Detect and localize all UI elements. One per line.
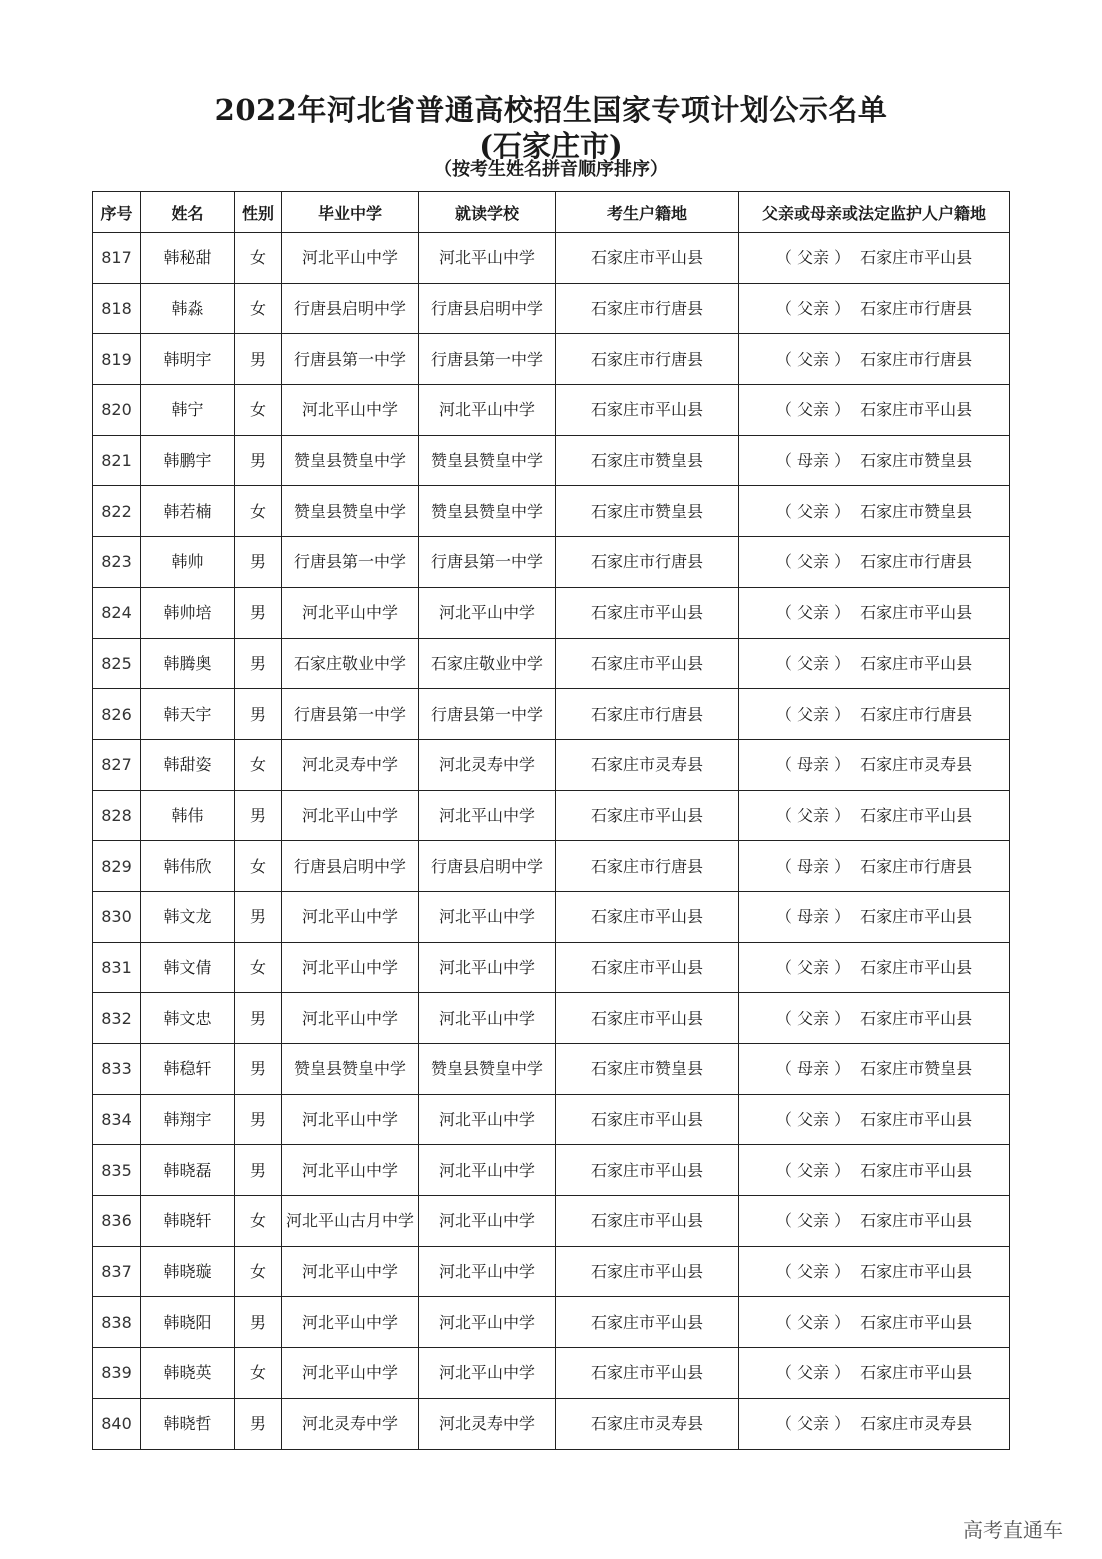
cell-guardian (739, 486, 1010, 537)
table-row (93, 587, 1010, 638)
cell-gender: 男 (235, 1398, 282, 1449)
cell-current-school: 赞皇县赞皇中学 (419, 435, 556, 486)
header-grad-school: 毕业中学 (282, 192, 419, 233)
cell-grad-school: 河北平山古月中学 (282, 1196, 419, 1247)
cell-no: 824 (93, 587, 141, 638)
cell-name: 韩稳轩 (141, 1044, 235, 1095)
guardian-relation: （ 父亲 ） (775, 1312, 851, 1332)
guardian-relation: （ 母亲 ） (775, 1059, 851, 1079)
guardian-relation: （ 父亲 ） (775, 1363, 851, 1383)
guardian-relation: （ 父亲 ） (775, 248, 851, 268)
guardian-relation: （ 父亲 ） (775, 552, 851, 572)
cell-current-school: 河北平山中学 (419, 1145, 556, 1196)
table-row (93, 1246, 1010, 1297)
cell-no: 831 (93, 942, 141, 993)
cell-guardian (739, 1094, 1010, 1145)
guardian-domicile: 石家庄市赞皇县 (860, 501, 973, 521)
cell-current-school: 行唐县启明中学 (419, 283, 556, 334)
table-row (93, 1094, 1010, 1145)
cell-current-school: 河北灵寿中学 (419, 1398, 556, 1449)
cell-gender: 男 (235, 334, 282, 385)
guardian-domicile: 石家庄市赞皇县 (860, 1059, 973, 1079)
guardian-relation: （ 父亲 ） (775, 1262, 851, 1282)
cell-no: 838 (93, 1297, 141, 1348)
cell-no: 826 (93, 689, 141, 740)
cell-guardian (739, 891, 1010, 942)
cell-name: 韩明宇 (141, 334, 235, 385)
cell-gender: 男 (235, 638, 282, 689)
cell-domicile: 石家庄市平山县 (556, 385, 739, 436)
cell-current-school: 河北平山中学 (419, 1246, 556, 1297)
cell-grad-school: 河北平山中学 (282, 790, 419, 841)
cell-domicile: 石家庄市平山县 (556, 1145, 739, 1196)
cell-guardian (739, 790, 1010, 841)
guardian-relation: （ 父亲 ） (775, 1008, 851, 1028)
cell-grad-school: 行唐县第一中学 (282, 334, 419, 385)
guardian-domicile: 石家庄市平山县 (860, 1211, 973, 1231)
table-row (93, 486, 1010, 537)
cell-current-school: 河北平山中学 (419, 233, 556, 284)
cell-name: 韩伟 (141, 790, 235, 841)
cell-gender: 女 (235, 1246, 282, 1297)
watermark-text: 高考直通车 (963, 1518, 1063, 1542)
table-row (93, 435, 1010, 486)
cell-domicile: 石家庄市平山县 (556, 233, 739, 284)
cell-name: 韩宁 (141, 385, 235, 436)
cell-guardian (739, 1196, 1010, 1247)
table-row (93, 790, 1010, 841)
table-row (93, 739, 1010, 790)
cell-name: 韩晓磊 (141, 1145, 235, 1196)
cell-gender: 女 (235, 385, 282, 436)
cell-domicile: 石家庄市行唐县 (556, 841, 739, 892)
cell-guardian (739, 942, 1010, 993)
cell-current-school: 石家庄敬业中学 (419, 638, 556, 689)
guardian-domicile: 石家庄市行唐县 (860, 856, 973, 876)
cell-gender: 男 (235, 1297, 282, 1348)
cell-name: 韩文忠 (141, 993, 235, 1044)
cell-grad-school: 河北平山中学 (282, 1246, 419, 1297)
cell-gender: 男 (235, 689, 282, 740)
cell-no: 832 (93, 993, 141, 1044)
cell-gender: 男 (235, 993, 282, 1044)
cell-grad-school: 行唐县启明中学 (282, 841, 419, 892)
cell-domicile: 石家庄市行唐县 (556, 689, 739, 740)
cell-current-school: 河北平山中学 (419, 942, 556, 993)
cell-grad-school: 河北平山中学 (282, 942, 419, 993)
cell-current-school: 河北平山中学 (419, 891, 556, 942)
cell-grad-school: 赞皇县赞皇中学 (282, 435, 419, 486)
cell-no: 829 (93, 841, 141, 892)
cell-no: 825 (93, 638, 141, 689)
guardian-domicile: 石家庄市平山县 (860, 1363, 973, 1383)
cell-name: 韩淼 (141, 283, 235, 334)
guardian-domicile: 石家庄市平山县 (860, 1160, 973, 1180)
table-row (93, 1398, 1010, 1449)
table-row (93, 233, 1010, 284)
cell-guardian (739, 587, 1010, 638)
cell-no: 821 (93, 435, 141, 486)
cell-domicile: 石家庄市平山县 (556, 891, 739, 942)
cell-domicile: 石家庄市平山县 (556, 1094, 739, 1145)
cell-name: 韩晓轩 (141, 1196, 235, 1247)
cell-gender: 女 (235, 739, 282, 790)
cell-current-school: 河北平山中学 (419, 1348, 556, 1399)
cell-name: 韩甜姿 (141, 739, 235, 790)
cell-current-school: 河北平山中学 (419, 1196, 556, 1247)
cell-no: 834 (93, 1094, 141, 1145)
cell-guardian (739, 334, 1010, 385)
cell-domicile: 石家庄市行唐县 (556, 283, 739, 334)
cell-grad-school: 河北平山中学 (282, 1094, 419, 1145)
cell-domicile: 石家庄市平山县 (556, 587, 739, 638)
cell-gender: 女 (235, 1348, 282, 1399)
guardian-relation: （ 父亲 ） (775, 1160, 851, 1180)
cell-domicile: 石家庄市平山县 (556, 638, 739, 689)
cell-name: 韩晓哲 (141, 1398, 235, 1449)
cell-no: 840 (93, 1398, 141, 1449)
cell-current-school: 河北平山中学 (419, 385, 556, 436)
guardian-relation: （ 母亲 ） (775, 755, 851, 775)
cell-grad-school: 河北平山中学 (282, 385, 419, 436)
guardian-relation: （ 父亲 ） (775, 957, 851, 977)
cell-no: 827 (93, 739, 141, 790)
cell-gender: 女 (235, 283, 282, 334)
table-row (93, 1348, 1010, 1399)
cell-no: 828 (93, 790, 141, 841)
cell-name: 韩鹏宇 (141, 435, 235, 486)
cell-domicile: 石家庄市行唐县 (556, 537, 739, 588)
cell-guardian (739, 1348, 1010, 1399)
cell-domicile: 石家庄市平山县 (556, 942, 739, 993)
cell-grad-school: 赞皇县赞皇中学 (282, 1044, 419, 1095)
cell-no: 819 (93, 334, 141, 385)
cell-no: 818 (93, 283, 141, 334)
cell-domicile: 石家庄市灵寿县 (556, 1398, 739, 1449)
cell-guardian (739, 233, 1010, 284)
cell-no: 833 (93, 1044, 141, 1095)
cell-domicile: 石家庄市行唐县 (556, 334, 739, 385)
cell-current-school: 河北平山中学 (419, 993, 556, 1044)
cell-name: 韩天宇 (141, 689, 235, 740)
table-row (93, 1044, 1010, 1095)
guardian-domicile: 石家庄市赞皇县 (860, 451, 973, 471)
cell-name: 韩晓阳 (141, 1297, 235, 1348)
cell-guardian (739, 435, 1010, 486)
document-title: 2022年河北省普通高校招生国家专项计划公示名单 (214, 93, 888, 127)
guardian-domicile: 石家庄市平山县 (860, 400, 973, 420)
cell-domicile: 石家庄市平山县 (556, 1196, 739, 1247)
cell-name: 韩若楠 (141, 486, 235, 537)
cell-current-school: 行唐县第一中学 (419, 537, 556, 588)
table-row (93, 1297, 1010, 1348)
cell-gender: 男 (235, 1094, 282, 1145)
cell-grad-school: 河北灵寿中学 (282, 1398, 419, 1449)
guardian-relation: （ 父亲 ） (775, 603, 851, 623)
cell-current-school: 河北灵寿中学 (419, 739, 556, 790)
cell-no: 817 (93, 233, 141, 284)
cell-domicile: 石家庄市平山县 (556, 993, 739, 1044)
cell-guardian (739, 1398, 1010, 1449)
cell-gender: 男 (235, 891, 282, 942)
cell-domicile: 石家庄市赞皇县 (556, 486, 739, 537)
cell-guardian (739, 283, 1010, 334)
guardian-domicile: 石家庄市平山县 (860, 907, 973, 927)
table-row (93, 638, 1010, 689)
cell-no: 835 (93, 1145, 141, 1196)
cell-guardian (739, 841, 1010, 892)
cell-guardian (739, 993, 1010, 1044)
cell-guardian (739, 1246, 1010, 1297)
cell-no: 820 (93, 385, 141, 436)
cell-grad-school: 河北平山中学 (282, 233, 419, 284)
cell-current-school: 河北平山中学 (419, 1094, 556, 1145)
cell-no: 830 (93, 891, 141, 942)
guardian-relation: （ 父亲 ） (775, 1414, 851, 1434)
cell-current-school: 行唐县启明中学 (419, 841, 556, 892)
table-row (93, 1196, 1010, 1247)
cell-grad-school: 行唐县第一中学 (282, 537, 419, 588)
guardian-domicile: 石家庄市平山县 (860, 1008, 973, 1028)
cell-gender: 男 (235, 435, 282, 486)
cell-guardian (739, 385, 1010, 436)
cell-no: 836 (93, 1196, 141, 1247)
table-body (93, 233, 1010, 1450)
guardian-relation: （ 父亲 ） (775, 704, 851, 724)
guardian-relation: （ 母亲 ） (775, 451, 851, 471)
guardian-relation: （ 父亲 ） (775, 653, 851, 673)
guardian-domicile: 石家庄市行唐县 (860, 299, 973, 319)
roster-table (92, 191, 1010, 1450)
cell-gender: 男 (235, 1145, 282, 1196)
guardian-domicile: 石家庄市灵寿县 (860, 755, 973, 775)
cell-current-school: 赞皇县赞皇中学 (419, 486, 556, 537)
guardian-domicile: 石家庄市行唐县 (860, 704, 973, 724)
cell-name: 韩秘甜 (141, 233, 235, 284)
cell-guardian (739, 638, 1010, 689)
guardian-domicile: 石家庄市平山县 (860, 805, 973, 825)
guardian-relation: （ 母亲 ） (775, 907, 851, 927)
cell-gender: 男 (235, 537, 282, 588)
header-current-school: 就读学校 (419, 192, 556, 233)
cell-current-school: 河北平山中学 (419, 790, 556, 841)
cell-guardian (739, 537, 1010, 588)
guardian-domicile: 石家庄市平山县 (860, 1312, 973, 1332)
guardian-domicile: 石家庄市灵寿县 (860, 1414, 973, 1434)
cell-grad-school: 赞皇县赞皇中学 (282, 486, 419, 537)
guardian-relation: （ 母亲 ） (775, 856, 851, 876)
cell-domicile: 石家庄市赞皇县 (556, 435, 739, 486)
cell-grad-school: 行唐县第一中学 (282, 689, 419, 740)
cell-grad-school: 河北平山中学 (282, 993, 419, 1044)
cell-grad-school: 河北平山中学 (282, 1297, 419, 1348)
cell-domicile: 石家庄市灵寿县 (556, 739, 739, 790)
cell-grad-school: 石家庄敬业中学 (282, 638, 419, 689)
header-gender: 性别 (235, 192, 282, 233)
guardian-domicile: 石家庄市平山县 (860, 1262, 973, 1282)
table-row (93, 841, 1010, 892)
cell-name: 韩文倩 (141, 942, 235, 993)
cell-grad-school: 河北灵寿中学 (282, 739, 419, 790)
cell-name: 韩伟欣 (141, 841, 235, 892)
header-name: 姓名 (141, 192, 235, 233)
cell-gender: 女 (235, 841, 282, 892)
table-header-row (93, 192, 1010, 233)
cell-gender: 男 (235, 587, 282, 638)
guardian-relation: （ 父亲 ） (775, 1211, 851, 1231)
cell-no: 822 (93, 486, 141, 537)
document-subtitle: (石家庄市) (479, 129, 623, 163)
cell-current-school: 行唐县第一中学 (419, 334, 556, 385)
guardian-relation: （ 父亲 ） (775, 349, 851, 369)
guardian-domicile: 石家庄市平山县 (860, 1110, 973, 1130)
cell-guardian (739, 1044, 1010, 1095)
cell-domicile: 石家庄市赞皇县 (556, 1044, 739, 1095)
table-row (93, 891, 1010, 942)
cell-grad-school: 河北平山中学 (282, 587, 419, 638)
cell-guardian (739, 1145, 1010, 1196)
header-no: 序号 (93, 192, 141, 233)
cell-grad-school: 河北平山中学 (282, 1145, 419, 1196)
guardian-relation: （ 父亲 ） (775, 299, 851, 319)
guardian-domicile: 石家庄市行唐县 (860, 552, 973, 572)
cell-domicile: 石家庄市平山县 (556, 1348, 739, 1399)
guardian-relation: （ 父亲 ） (775, 501, 851, 521)
cell-name: 韩腾奥 (141, 638, 235, 689)
cell-guardian (739, 689, 1010, 740)
table-row (93, 689, 1010, 740)
cell-name: 韩晓英 (141, 1348, 235, 1399)
cell-grad-school: 行唐县启明中学 (282, 283, 419, 334)
cell-gender: 女 (235, 942, 282, 993)
guardian-domicile: 石家庄市平山县 (860, 653, 973, 673)
table-row (93, 334, 1010, 385)
table-row (93, 283, 1010, 334)
cell-name: 韩帅培 (141, 587, 235, 638)
cell-gender: 女 (235, 486, 282, 537)
cell-current-school: 行唐县第一中学 (419, 689, 556, 740)
cell-no: 837 (93, 1246, 141, 1297)
header-guardian-domicile: 父亲或母亲或法定监护人户籍地 (739, 192, 1010, 233)
table-row (93, 1145, 1010, 1196)
cell-guardian (739, 739, 1010, 790)
cell-domicile: 石家庄市平山县 (556, 1297, 739, 1348)
guardian-relation: （ 父亲 ） (775, 400, 851, 420)
cell-grad-school: 河北平山中学 (282, 1348, 419, 1399)
cell-domicile: 石家庄市平山县 (556, 1246, 739, 1297)
cell-guardian (739, 1297, 1010, 1348)
table-row (93, 385, 1010, 436)
guardian-relation: （ 父亲 ） (775, 805, 851, 825)
guardian-domicile: 石家庄市行唐县 (860, 349, 973, 369)
cell-grad-school: 河北平山中学 (282, 891, 419, 942)
guardian-domicile: 石家庄市平山县 (860, 957, 973, 977)
cell-no: 823 (93, 537, 141, 588)
cell-name: 韩晓璇 (141, 1246, 235, 1297)
cell-current-school: 河北平山中学 (419, 1297, 556, 1348)
cell-gender: 女 (235, 233, 282, 284)
cell-name: 韩帅 (141, 537, 235, 588)
header-domicile: 考生户籍地 (556, 192, 739, 233)
guardian-domicile: 石家庄市平山县 (860, 248, 973, 268)
cell-gender: 女 (235, 1196, 282, 1247)
guardian-relation: （ 父亲 ） (775, 1110, 851, 1130)
cell-domicile: 石家庄市平山县 (556, 790, 739, 841)
cell-current-school: 河北平山中学 (419, 587, 556, 638)
cell-name: 韩文龙 (141, 891, 235, 942)
table-row (93, 993, 1010, 1044)
cell-current-school: 赞皇县赞皇中学 (419, 1044, 556, 1095)
cell-no: 839 (93, 1348, 141, 1399)
guardian-domicile: 石家庄市平山县 (860, 603, 973, 623)
sort-note: （按考生姓名拼音顺序排序） (434, 159, 668, 180)
cell-gender: 男 (235, 1044, 282, 1095)
table-row (93, 942, 1010, 993)
cell-name: 韩翔宇 (141, 1094, 235, 1145)
table-row (93, 537, 1010, 588)
cell-gender: 男 (235, 790, 282, 841)
